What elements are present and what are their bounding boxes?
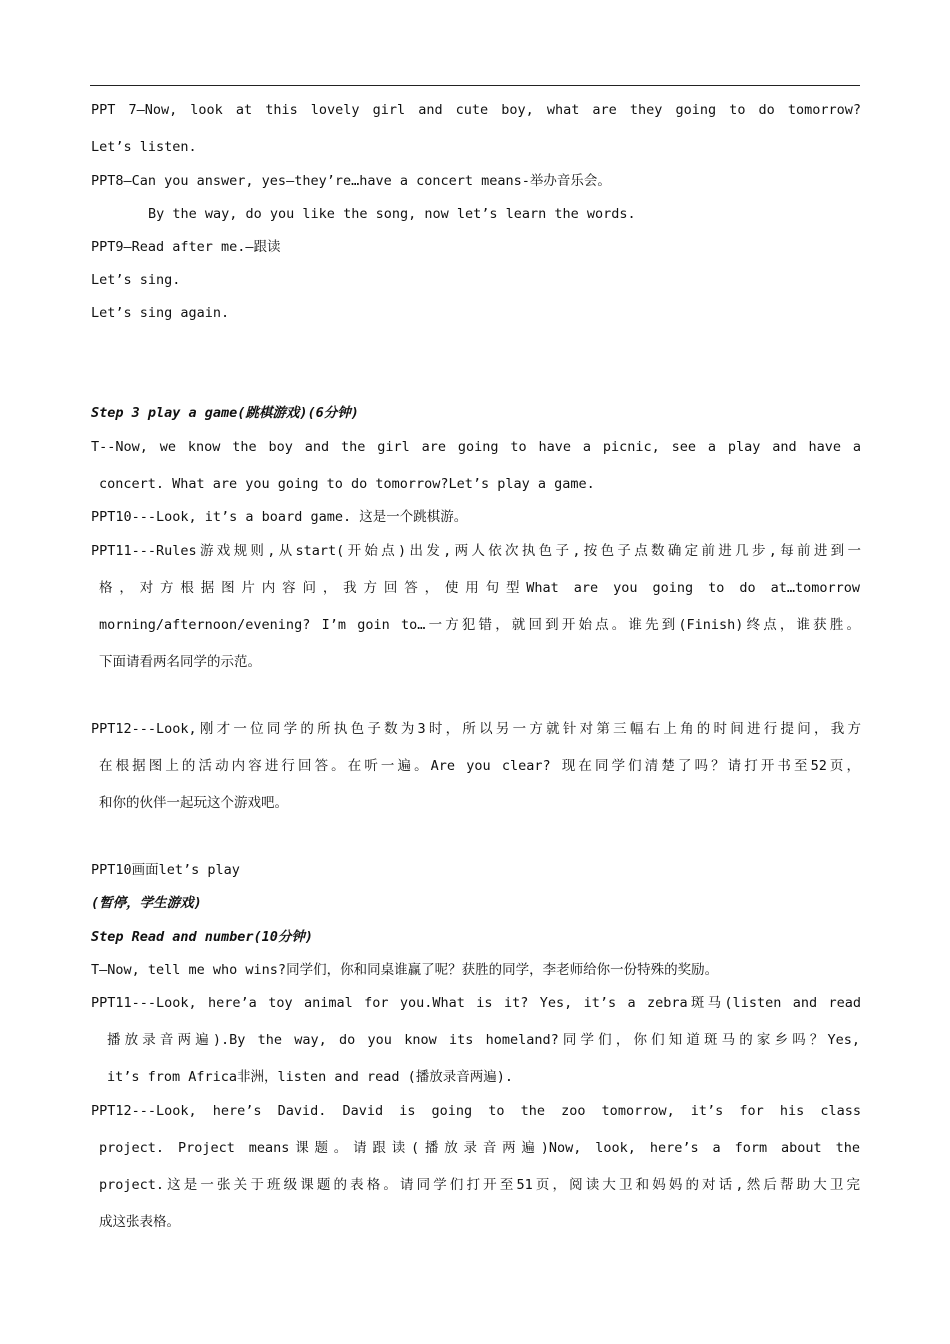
text-line: T--Now, we know the boy and the girl are going to have a picnic, see a play and have a bbox=[91, 439, 861, 455]
text-line: PPT10画面let’s play bbox=[91, 862, 240, 878]
text-line: concert. What are you going to do tomorrow?Let’s play a game. bbox=[99, 476, 595, 492]
text-line: Let’s listen. bbox=[91, 139, 197, 155]
text-line: By the way, do you like the song, now let’s learn the words. bbox=[148, 206, 636, 222]
text-line: Let’s sing again. bbox=[91, 305, 230, 321]
text-line: PPT11---Look, here’a toy animal for you.What is it? Yes, it’s a zebra斑马(listen and read bbox=[91, 995, 861, 1011]
text-line: Let’s sing. bbox=[91, 272, 181, 288]
text-line: 和你的伙伴一起玩这个游戏吧。 bbox=[99, 795, 288, 811]
text-line: PPT8—Can you answer, yes—they’re…have a concert means-举办音乐会。 bbox=[91, 173, 611, 189]
text-line: T—Now, tell me who wins?同学们，你和同桌谁赢了呢？获胜的同学，李老师给你一份特殊的奖励。 bbox=[91, 962, 719, 978]
section-heading: (暂停，学生游戏) bbox=[91, 895, 202, 911]
section-heading: Step Read and number(10分钟) bbox=[91, 929, 314, 945]
text-line: PPT12---Look,刚才一位同学的所执色子数为3时，所以另一方就针对第三幅右上角的时间进行提问，我方 bbox=[91, 721, 861, 737]
text-line: project.这是一张关于班级课题的表格。请同学们打开至51页，阅读大卫和妈妈的对话,然后帮助大卫完 bbox=[99, 1177, 860, 1193]
section-heading: Step 3 play a game(跳棋游戏)(6分钟) bbox=[91, 405, 359, 421]
text-line: morning/afternoon/evening? I’m goin to…一方犯错，就回到开始点。谁先到(Finish)终点，谁获胜。 bbox=[99, 617, 860, 633]
text-line: PPT11---Rules游戏规则,从start(开始点)出发,两人依次执色子,按色子点数确定前进几步,每前进到一 bbox=[91, 543, 861, 559]
text-line: 格，对方根据图片内容问，我方回答，使用句型What are you going to do at…tomorrow bbox=[99, 580, 860, 596]
text-line: project. Project means课题。请跟读(播放录音两遍)Now, look, here’s a form about the bbox=[99, 1140, 860, 1156]
text-line: PPT9—Read after me.—跟读 bbox=[91, 239, 281, 255]
header-rule bbox=[90, 85, 860, 86]
text-line: PPT10---Look, it’s a board game. 这是一个跳棋游。 bbox=[91, 509, 468, 525]
text-line: PPT 7—Now, look at this lovely girl and cute boy, what are they going to do tomorrow? bbox=[91, 102, 861, 118]
text-line: 下面请看两名同学的示范。 bbox=[99, 654, 261, 670]
text-line: 成这张表格。 bbox=[99, 1214, 180, 1230]
text-line: 播放录音两遍).By the way, do you know its homeland?同学们，你们知道斑马的家乡吗？Yes, bbox=[107, 1032, 860, 1048]
text-line: 在根据图上的活动内容进行回答。在听一遍。Are you clear? 现在同学们清楚了吗？请打开书至52页， bbox=[99, 758, 860, 774]
text-line: PPT12---Look, here’s David. David is going to the zoo tomorrow, it’s for his class bbox=[91, 1103, 861, 1119]
text-line: it’s from Africa非洲，listen and read (播放录音两遍). bbox=[107, 1069, 513, 1085]
